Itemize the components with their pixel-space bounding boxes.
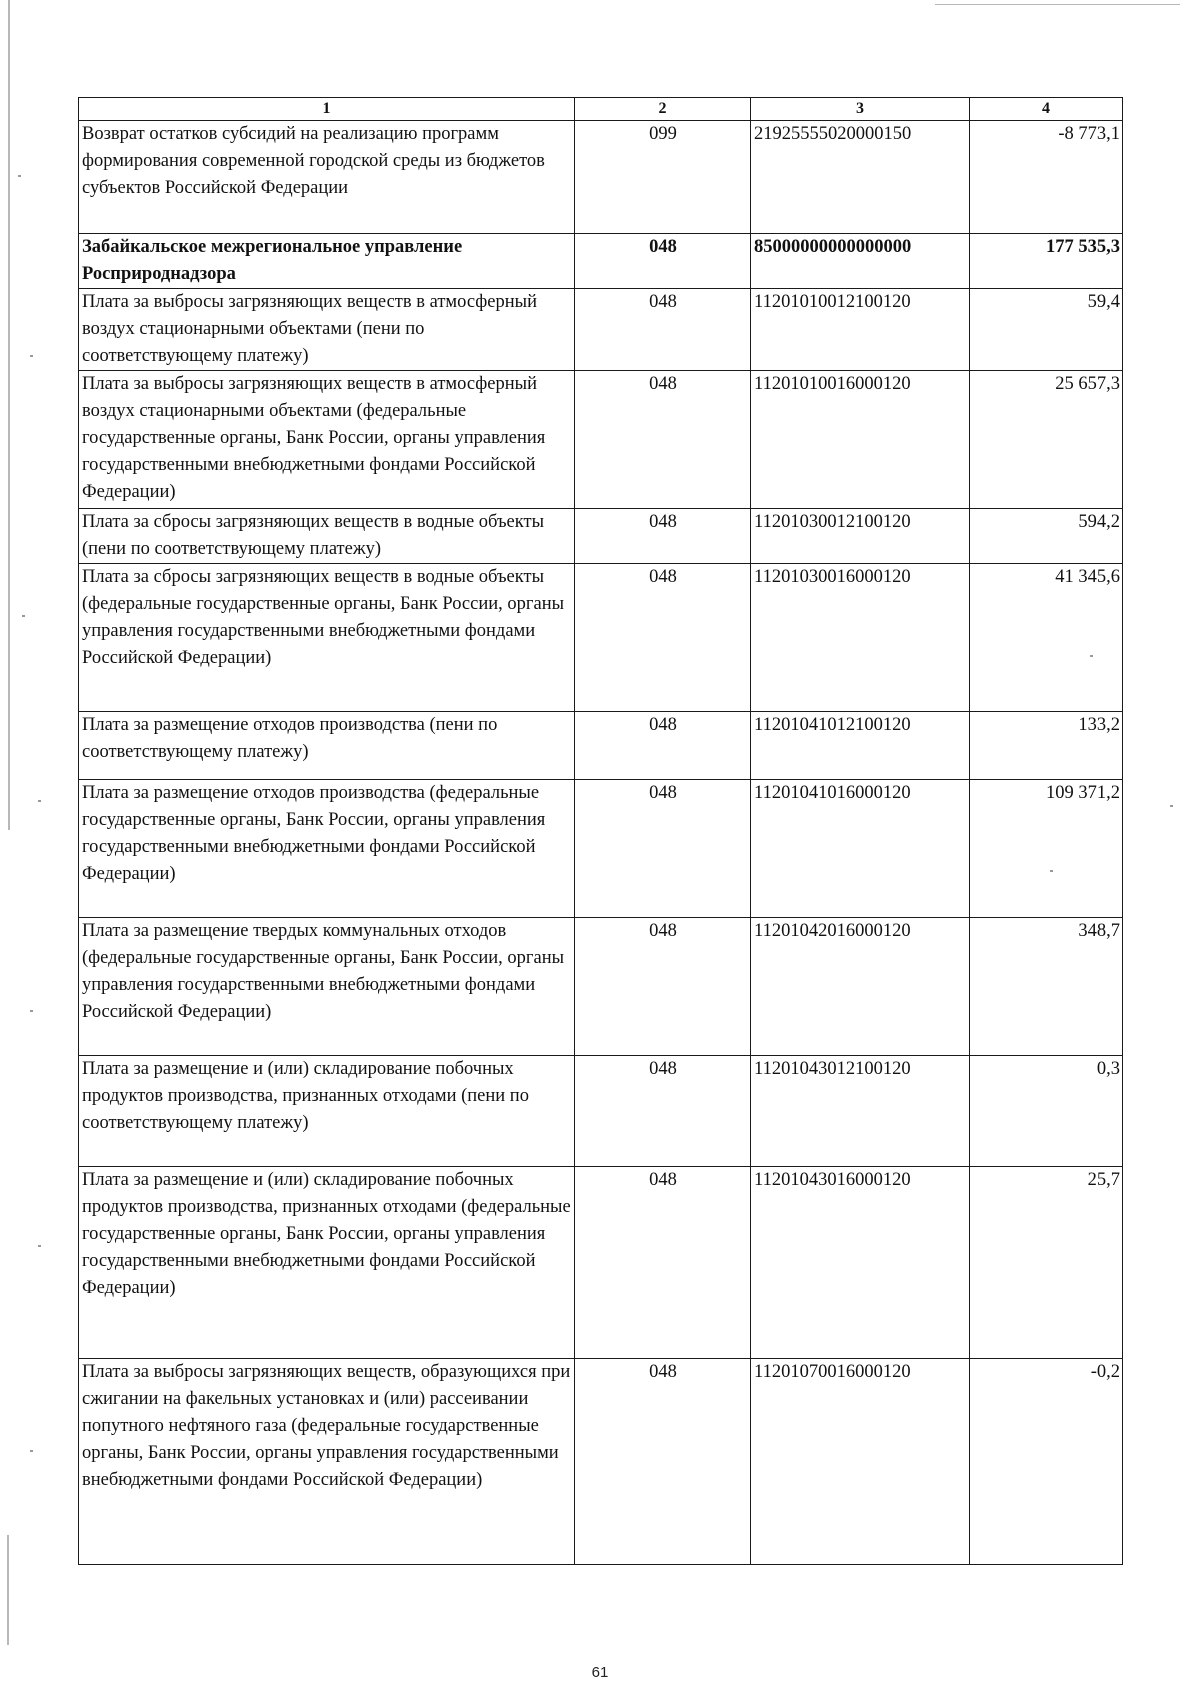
scan-dot	[1170, 805, 1173, 807]
amount-cell: 348,7	[970, 918, 1123, 1056]
budget-classification-code-cell: 11201010016000120	[751, 371, 970, 509]
amount-cell: 177 535,3	[970, 234, 1123, 289]
amount-cell: 25,7	[970, 1167, 1123, 1359]
revenue-name-cell: Возврат остатков субсидий на реализацию программ формирования современной городской среды из бюджетов субъектов Российской Федерации	[79, 121, 575, 234]
table-row	[79, 780, 1123, 918]
amount-cell: 41 345,6	[970, 564, 1123, 712]
chapter-code-cell: 048	[575, 712, 751, 780]
chapter-code-cell: 048	[575, 918, 751, 1056]
amount-cell: -0,2	[970, 1359, 1123, 1565]
scan-edge-line-top	[935, 4, 1180, 5]
revenue-name-cell: Плата за размещение отходов производства (федеральные государственные органы, Банк России, органы управления государственными внебюджетными фондами Российской Федерации)	[79, 780, 575, 918]
chapter-code-cell: 048	[575, 371, 751, 509]
budget-classification-code-cell: 11201030016000120	[751, 564, 970, 712]
amount-cell: 59,4	[970, 289, 1123, 371]
budget-classification-code-cell: 21925555020000150	[751, 121, 970, 234]
budget-classification-code-cell: 11201043012100120	[751, 1056, 970, 1167]
column-number-2: 2	[575, 98, 751, 121]
scan-dot	[38, 800, 41, 802]
budget-classification-code-cell: 85000000000000000	[751, 234, 970, 289]
table-row	[79, 564, 1123, 712]
scan-dot	[30, 355, 33, 357]
column-number-4: 4	[970, 98, 1123, 121]
budget-classification-code-cell: 11201042016000120	[751, 918, 970, 1056]
revenue-name-cell: Плата за размещение отходов производства (пени по соответствующему платежу)	[79, 712, 575, 780]
revenue-name-cell: Плата за размещение твердых коммунальных отходов (федеральные государственные органы, Банк России, органы управления государственными внебюджетными фондами Российской Федерации)	[79, 918, 575, 1056]
table-row	[79, 1056, 1123, 1167]
budget-classification-code-cell: 11201043016000120	[751, 1167, 970, 1359]
amount-cell: 133,2	[970, 712, 1123, 780]
table-row	[79, 121, 1123, 234]
table-row-group-total	[79, 234, 1123, 289]
table-row	[79, 289, 1123, 371]
budget-classification-code-cell: 11201010012100120	[751, 289, 970, 371]
scan-dot	[22, 615, 25, 617]
chapter-code-cell: 048	[575, 289, 751, 371]
amount-cell: -8 773,1	[970, 121, 1123, 234]
column-number-1: 1	[79, 98, 575, 121]
chapter-code-cell: 048	[575, 1167, 751, 1359]
amount-cell: 0,3	[970, 1056, 1123, 1167]
table-row	[79, 509, 1123, 564]
table-row	[79, 918, 1123, 1056]
revenue-name-cell: Плата за выбросы загрязняющих веществ, образующихся при сжигании на факельных установках и (или) рассеивании попутного нефтяного газа (федеральные государственные органы, Банк России, органы управления государственными внебюджетными фондами Российской Федерации)	[79, 1359, 575, 1565]
scan-dot	[30, 1010, 33, 1012]
budget-classification-code-cell: 11201030012100120	[751, 509, 970, 564]
revenue-name-cell: Забайкальское межрегиональное управление Росприроднадзора	[79, 234, 575, 289]
chapter-code-cell: 048	[575, 234, 751, 289]
scan-edge-line-left	[8, 0, 10, 830]
revenue-name-cell: Плата за размещение и (или) складирование побочных продуктов производства, признанных отходами (пени по соответствующему платежу)	[79, 1056, 575, 1167]
table-row	[79, 712, 1123, 780]
table-row	[79, 1359, 1123, 1565]
revenue-name-cell: Плата за выбросы загрязняющих веществ в атмосферный воздух стационарными объектами (федеральные государственные органы, Банк России, органы управления государственными внебюджетными фондами Российской Федерации)	[79, 371, 575, 509]
amount-cell: 109 371,2	[970, 780, 1123, 918]
chapter-code-cell: 048	[575, 780, 751, 918]
chapter-code-cell: 048	[575, 509, 751, 564]
table-row	[79, 371, 1123, 509]
budget-revenue-table	[78, 97, 1123, 1565]
revenue-name-cell: Плата за выбросы загрязняющих веществ в атмосферный воздух стационарными объектами (пени по соответствующему платежу)	[79, 289, 575, 371]
revenue-name-cell: Плата за сбросы загрязняющих веществ в водные объекты (федеральные государственные органы, Банк России, органы управления государственными внебюджетными фондами Российской Федерации)	[79, 564, 575, 712]
revenue-name-cell: Плата за сбросы загрязняющих веществ в водные объекты (пени по соответствующему платежу)	[79, 509, 575, 564]
scan-edge-line-left-lower	[7, 1535, 9, 1645]
budget-classification-code-cell: 11201041012100120	[751, 712, 970, 780]
column-number-header-row	[79, 98, 1123, 121]
table-row	[79, 1167, 1123, 1359]
scan-dot	[18, 175, 21, 177]
budget-classification-code-cell: 11201041016000120	[751, 780, 970, 918]
scan-dot	[38, 1245, 41, 1247]
chapter-code-cell: 048	[575, 1056, 751, 1167]
page-number: 61	[591, 1664, 609, 1681]
chapter-code-cell: 099	[575, 121, 751, 234]
budget-classification-code-cell: 11201070016000120	[751, 1359, 970, 1565]
chapter-code-cell: 048	[575, 1359, 751, 1565]
scan-dot	[30, 1450, 33, 1452]
column-number-3: 3	[751, 98, 970, 121]
amount-cell: 25 657,3	[970, 371, 1123, 509]
amount-cell: 594,2	[970, 509, 1123, 564]
chapter-code-cell: 048	[575, 564, 751, 712]
revenue-name-cell: Плата за размещение и (или) складирование побочных продуктов производства, признанных отходами (федеральные государственные органы, Банк России, органы управления государственными внебюджетными фондами Российской Федерации)	[79, 1167, 575, 1359]
